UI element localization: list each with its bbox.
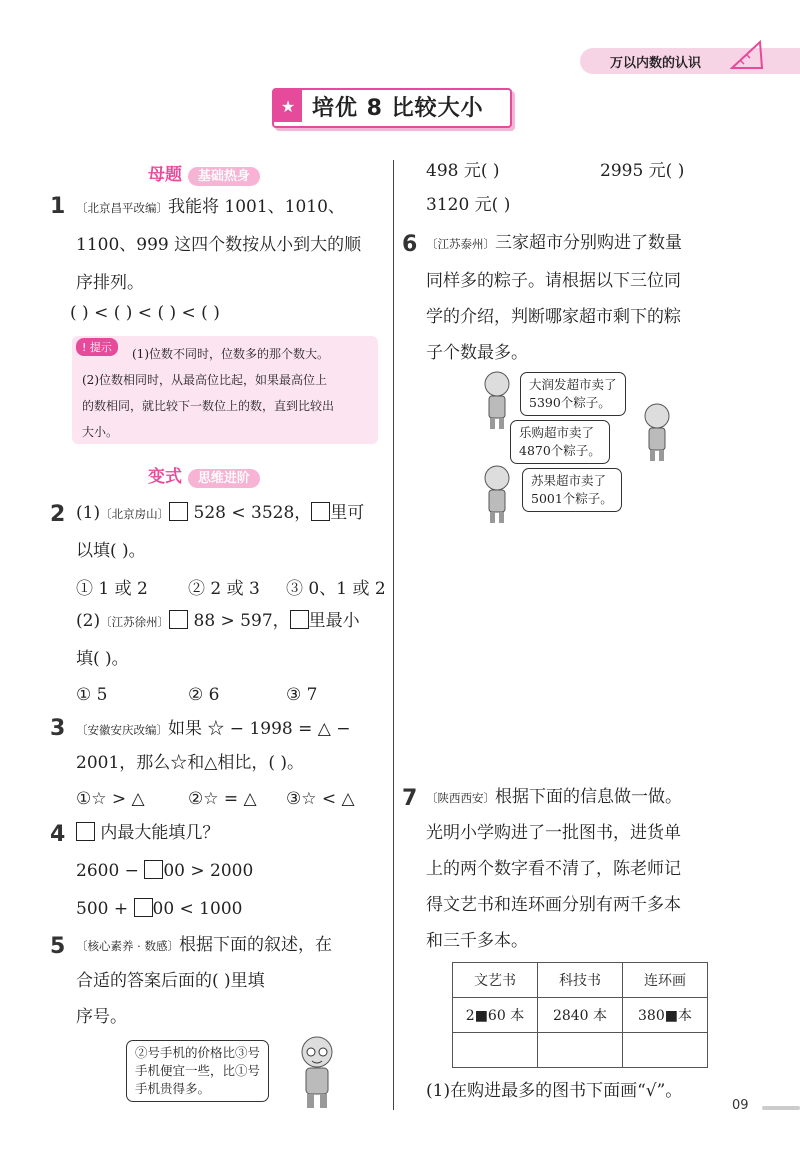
q4-expr-b: 00 > 2000: [163, 861, 254, 881]
answer-box: [311, 502, 330, 521]
table-header-cell: 文艺书: [453, 963, 538, 998]
q7-sub1: (1)在购进最多的图书下面画“√”。: [426, 1081, 683, 1101]
q2-part1-line2[interactable]: 以填( )。: [76, 541, 146, 561]
question-number: 7: [402, 786, 418, 811]
question-number: 4: [50, 822, 66, 847]
boy-avatar-icon: [480, 462, 514, 524]
tip-line3: 的数相同，就比较下一数位上的数，直到比较出: [82, 399, 335, 413]
q2-p2-prefix: (2): [76, 611, 101, 631]
bubble-line: 4870个粽子。: [519, 443, 601, 458]
source-tag: 〔安徽安庆改编〕: [76, 723, 168, 737]
q5-answer-2[interactable]: 2995 元( ): [600, 161, 685, 181]
q2-part1-line1: [76, 494, 364, 533]
tip-tag: ! 提示: [76, 338, 118, 356]
q4-expr-b: 00 < 1000: [152, 899, 243, 919]
q7-line3: 上的两个数字看不清了，陈老师记: [426, 859, 681, 879]
answer-box[interactable]: [144, 860, 163, 879]
tip-line2: (2)位数相同时，从最高位比起，如果最高位上: [82, 373, 327, 387]
answer-box[interactable]: [134, 898, 153, 917]
q5-line2: 合适的答案后面的( )里填: [76, 971, 265, 991]
table-answer-cell[interactable]: [623, 1033, 708, 1068]
q5-answer-1[interactable]: 498 元( ): [426, 161, 500, 181]
q3-option[interactable]: ③☆ < △: [286, 789, 355, 809]
q7-line5: 和三千多本。: [426, 931, 528, 951]
q4-expr-a: 500 +: [76, 899, 134, 919]
question-number: 5: [50, 934, 66, 959]
boy-avatar-icon: [480, 368, 514, 430]
tip-line4: 大小。: [82, 425, 119, 439]
question-number: 3: [50, 716, 66, 741]
section-variant: [148, 462, 260, 487]
answer-box: [290, 610, 309, 629]
q1-line3: 序排列。: [76, 273, 144, 293]
q4-line1: [76, 814, 219, 852]
source-tag: 〔核心素养 · 数感〕: [76, 939, 179, 953]
table-cell: 2■60 本: [453, 998, 538, 1033]
book-table: [452, 962, 708, 1068]
q2-option[interactable]: ② 6: [188, 685, 220, 705]
section-basic: [148, 160, 260, 185]
q1-answer-blanks[interactable]: ( ) < ( ) < ( ) < ( ): [70, 303, 220, 323]
q5-line1: [76, 926, 332, 965]
bubble-line: 5390个粽子。: [529, 395, 611, 410]
q3-text: 如果 ☆ − 1998 = △ −: [168, 719, 351, 739]
q2-p1-tail: 里可: [330, 503, 365, 523]
girl-avatar-icon: [640, 400, 674, 462]
q6-line1: [426, 224, 682, 263]
source-tag: 〔江苏泰州〕: [426, 237, 495, 251]
section-variant-tag: 思维进阶: [188, 469, 260, 488]
page-number: 09: [732, 1098, 749, 1113]
q2-p1-prefix: (1): [76, 503, 101, 523]
q4-text: 内最大能填几？: [95, 823, 220, 843]
q5-answer-3[interactable]: 3120 元( ): [426, 195, 511, 215]
q3-option[interactable]: ①☆ > △: [76, 789, 145, 809]
q3-option[interactable]: ②☆ = △: [188, 789, 257, 809]
answer-box: [76, 822, 95, 841]
question-number: 2: [50, 502, 66, 527]
section-variant-label: 变式: [148, 467, 182, 487]
answer-box[interactable]: [169, 502, 188, 521]
footer-bar: [762, 1106, 800, 1110]
q2-p2-text: 88 > 597，: [188, 611, 290, 631]
q6-line3: 学的介绍，判断哪家超市剩下的粽: [426, 307, 681, 327]
q1-line1: [76, 188, 345, 227]
q2-part2-line1: [76, 602, 360, 641]
q6-line4: 子个数最多。: [426, 343, 528, 363]
bubble-line: 大润发超市卖了: [529, 377, 617, 392]
q5-line3: 序号。: [76, 1007, 127, 1027]
bubble-line: 手机便宜一些，比①号: [135, 1063, 261, 1078]
source-tag: 〔江苏徐州〕: [100, 615, 170, 629]
speech-bubble: [126, 1040, 269, 1102]
page-title: 培优 8 比较大小: [312, 96, 484, 121]
bubble-line: 乐购超市卖了: [519, 425, 595, 440]
q2-option[interactable]: ② 2 或 3: [188, 579, 260, 599]
table-row: [453, 998, 708, 1033]
table-answer-cell[interactable]: [453, 1033, 538, 1068]
column-divider: [393, 160, 394, 1110]
question-number: 1: [50, 194, 66, 219]
bubble-line: 苏果超市卖了: [531, 473, 607, 488]
chapter-title: 万以内数的认识: [610, 56, 702, 71]
q7-line1: [426, 778, 682, 817]
girl-avatar-icon: [292, 1032, 342, 1110]
speech-bubble: [522, 468, 622, 512]
section-basic-label: 母题: [148, 165, 182, 185]
q7-line2: 光明小学购进了一批图书，进货单: [426, 823, 681, 843]
q2-option[interactable]: ① 1 或 2: [76, 579, 148, 599]
q2-option[interactable]: ① 5: [76, 685, 108, 705]
q5-text: 根据下面的叙述，在: [178, 935, 332, 955]
ruler-icon: [730, 40, 764, 70]
speech-bubble: [510, 420, 610, 464]
q1-text: 我能将 1001、1010、: [168, 197, 345, 217]
q6-text: 三家超市分别购进了数量: [495, 233, 682, 253]
table-header-row: [453, 963, 708, 998]
q4-line3: [76, 890, 242, 928]
table-cell: 2840 本: [538, 998, 623, 1033]
source-tag: 〔陕西西安〕: [426, 791, 495, 805]
q4-line2: [76, 852, 253, 890]
star-icon: ★: [274, 90, 302, 122]
q2-option[interactable]: ③ 0、1 或 2: [286, 579, 386, 599]
q7-text: 根据下面的信息做一做。: [495, 787, 682, 807]
bubble-line: 5001个粽子。: [531, 491, 613, 506]
q1-line2: 1100、999 这四个数按从小到大的顺: [76, 235, 362, 255]
source-tag: 〔北京房山〕: [100, 507, 170, 521]
q7-line4: 得文艺书和连环画分别有两千多本: [426, 895, 681, 915]
bubble-line: 手机贵得多。: [135, 1081, 211, 1096]
source-tag: 〔北京昌平改编〕: [76, 201, 168, 215]
table-answer-cell[interactable]: [538, 1033, 623, 1068]
q2-p2-tail: 里最小: [308, 611, 360, 631]
answer-box[interactable]: [169, 610, 188, 629]
question-number: 6: [402, 232, 418, 257]
bubble-line: ②号手机的价格比③号: [135, 1045, 261, 1060]
q2-p1-text: 528 < 3528，: [188, 503, 312, 523]
section-basic-tag: 基础热身: [188, 167, 260, 186]
tip-line1: (1)位数不同时，位数多的那个数大。: [132, 347, 329, 361]
q2-option[interactable]: ③ 7: [286, 685, 318, 705]
q6-line2: 同样多的粽子。请根据以下三位同: [426, 271, 681, 291]
table-header-cell: 连环画: [623, 963, 708, 998]
q4-expr-a: 2600 −: [76, 861, 145, 881]
table-header-cell: 科技书: [538, 963, 623, 998]
speech-bubble: [520, 372, 626, 416]
q2-part2-line2[interactable]: 填( )。: [76, 649, 129, 669]
table-cell: 380■本: [623, 998, 708, 1033]
table-answer-row[interactable]: [453, 1033, 708, 1068]
q3-line2[interactable]: 2001，那么☆和△相比，( )。: [76, 753, 305, 773]
